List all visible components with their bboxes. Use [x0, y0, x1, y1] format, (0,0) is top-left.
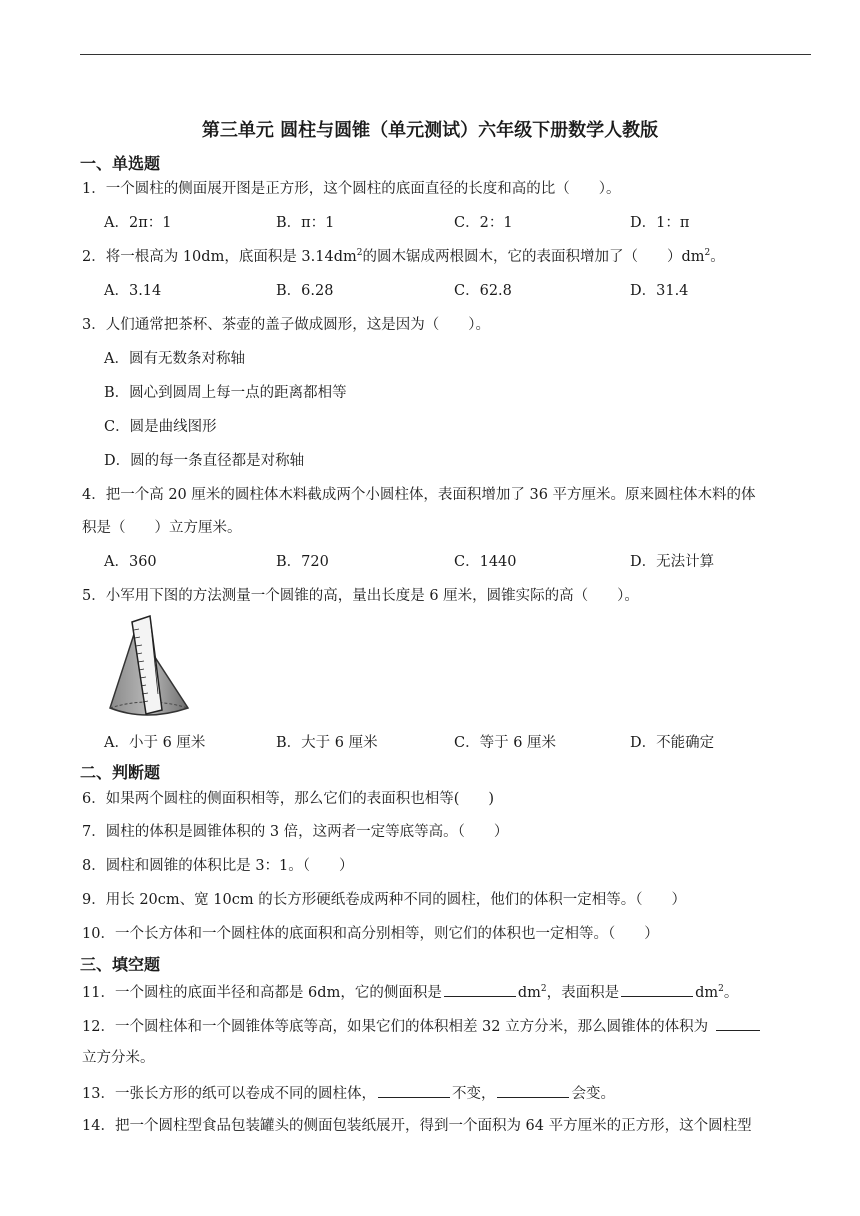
q5-option-a: A．小于 6 厘米: [104, 735, 206, 751]
q2-text-middle: 的圆木锯成两根圆木，它的表面积增加了（ ）dm: [362, 249, 705, 265]
q5-option-d: D．不能确定: [630, 735, 715, 751]
q11-superscript: 2: [540, 984, 547, 995]
question-12-line-1: [82, 1016, 817, 1036]
q4-option-a: A．360: [104, 554, 157, 570]
q12-text: 12．一个圆柱体和一个圆锥体等底等高，如果它们的体积相差 32 立方分米，那么圆锥体的体积为: [82, 1019, 709, 1035]
q2-option-a: A．3.14: [104, 283, 162, 299]
q2-option-d: D．31.4: [630, 283, 689, 299]
q11-text: 。: [723, 985, 739, 1001]
header-rule: [80, 54, 811, 55]
question-1: 1．一个圆柱的侧面展开图是正方形，这个圆柱的底面直径的长度和高的比（ ）。: [82, 181, 621, 197]
q1-option-d: D．1：π: [630, 215, 690, 231]
question-13: [82, 1083, 817, 1103]
q2-superscript: 2: [704, 248, 711, 259]
q13-text: 13．一张长方形的纸可以卷成不同的圆柱体，: [82, 1086, 376, 1102]
q1-option-a: A．2π：1: [104, 215, 172, 231]
question-5: 5．小军用下图的方法测量一个圆锥的高，量出长度是 6 厘米，圆锥实际的高（ ）。: [82, 588, 639, 604]
q4-option-b: B．720: [276, 554, 329, 570]
q1-option-b: B．π：1: [276, 215, 335, 231]
question-12-line-2: 立方分米。: [82, 1050, 155, 1066]
q13-text: 会变。: [571, 1086, 615, 1102]
q3-option-d: D．圆的每一条直径都是对称轴: [104, 453, 305, 469]
q3-option-b: B．圆心到圆周上每一点的距离都相等: [104, 385, 347, 401]
answer-blank[interactable]: [621, 982, 693, 997]
judge-question: 8．圆柱和圆锥的体积比是 3：1。（ ）: [82, 858, 354, 874]
question-11: [82, 982, 817, 1002]
answer-blank[interactable]: [497, 1083, 569, 1098]
q13-text: 不变，: [451, 1086, 496, 1102]
q5-option-b: B．大于 6 厘米: [276, 735, 378, 751]
q11-text: ，表面积是: [546, 985, 620, 1001]
answer-blank[interactable]: [378, 1083, 450, 1098]
q11-unit: dm: [695, 985, 719, 1001]
section-heading-single-choice: 一、单选题: [80, 154, 161, 173]
q2-option-c: C．62.8: [454, 283, 512, 299]
section-heading-fill-blank: 三、填空题: [80, 955, 161, 974]
q11-unit: dm: [517, 985, 541, 1001]
q4-option-d: D．无法计算: [630, 554, 715, 570]
question-2: [82, 248, 817, 266]
section-heading-true-false: 二、判断题: [80, 763, 161, 782]
question-4-line-1: 4．把一个高 20 厘米的圆柱体木料截成两个小圆柱体，表面积增加了 36 平方厘米。原来圆柱体木料的体: [82, 487, 756, 503]
judge-question: 9．用长 20cm、宽 10cm 的长方形硬纸卷成两种不同的圆柱，他们的体积一定相等。（ ）: [82, 892, 686, 908]
q11-superscript: 2: [718, 984, 724, 995]
q4-option-c: C．1440: [454, 554, 517, 570]
q2-text-start: 2．将一根高为 10dm，底面积是 3.14dm: [82, 249, 357, 265]
q5-option-c: C．等于 6 厘米: [454, 735, 557, 751]
page-title: 第三单元 圆柱与圆锥（单元测试）六年级下册数学人教版: [201, 120, 659, 141]
question-4-line-2: 积是（ ）立方厘米。: [82, 520, 242, 536]
question-14-line-1: 14．把一个圆柱型食品包装罐头的侧面包装纸展开，得到一个面积为 64 平方厘米的正方形，这个圆柱型: [82, 1118, 752, 1134]
q3-option-c: C．圆是曲线图形: [104, 419, 217, 435]
q11-text: 11．一个圆柱的底面半径和高都是 6dm，它的侧面积是: [82, 985, 442, 1001]
q1-option-c: C．2：1: [454, 215, 513, 231]
answer-blank[interactable]: [716, 1016, 760, 1031]
q3-option-a: A．圆有无数条对称轴: [104, 351, 245, 367]
answer-blank[interactable]: [444, 982, 516, 997]
judge-question: 7．圆柱的体积是圆锥体积的 3 倍，这两者一定等底等高。（ ）: [82, 824, 509, 840]
q2-text-end: 。: [710, 249, 725, 265]
judge-question: 6．如果两个圆柱的侧面积相等，那么它们的表面积也相等( ): [82, 791, 495, 807]
cone-measurement-figure: [106, 612, 196, 724]
question-3: 3．人们通常把茶杯、茶壶的盖子做成圆形，这是因为（ ）。: [82, 317, 490, 333]
q2-option-b: B．6.28: [276, 283, 334, 299]
q2-superscript: 2: [356, 248, 363, 259]
judge-question: 10．一个长方体和一个圆柱体的底面积和高分别相等，则它们的体积也一定相等。（ ）: [82, 926, 659, 942]
